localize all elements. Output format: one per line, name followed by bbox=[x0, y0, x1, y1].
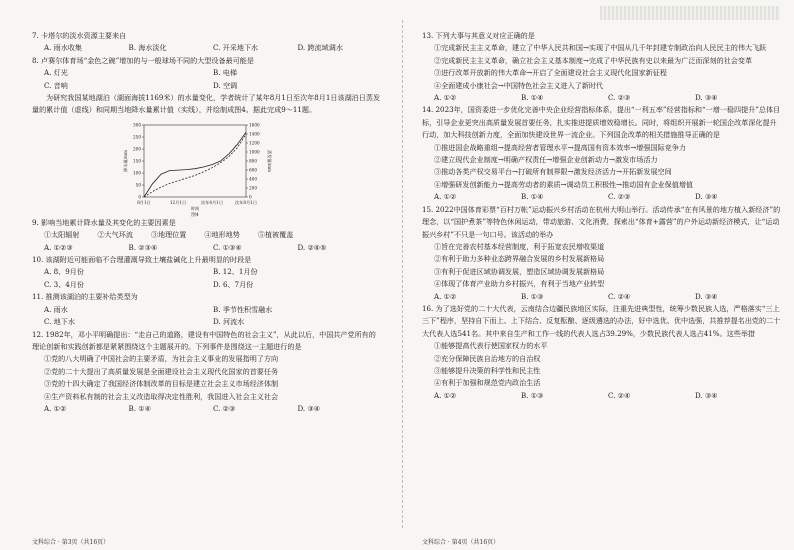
option[interactable]: D. ③④ bbox=[695, 291, 718, 301]
option[interactable]: D. ③④ bbox=[695, 93, 718, 103]
factor-item: ⑤植被覆盖 bbox=[257, 230, 294, 240]
y-left-tick-label: 0 bbox=[138, 194, 141, 200]
statement-item: ③推动各类产权交易平台→打破所有制界限→激发经济活力→开拓新发展空间 bbox=[434, 167, 672, 177]
x-axis-label: 时间 bbox=[190, 205, 200, 211]
question-12-stem: 12. 1982年，邓小平明确提出：“走自己的道路，建设有中国特色的社会主义”，从此以后，中国共产党所有的理论创新和实践创新都是紧紧围绕这个主题展开的。下列事件是围绕这一主题进行的是 bbox=[32, 329, 376, 351]
question-10-options bbox=[32, 266, 382, 291]
option[interactable]: C. ②④ bbox=[608, 390, 631, 400]
statement-item: ③能够提升决策的科学性和民主性 bbox=[434, 365, 541, 375]
statement-item: ④生产资料私有制的社会主义改造取得决定性胜利，我国进入社会主义社会 bbox=[44, 391, 279, 401]
precip-evap-chart bbox=[122, 117, 272, 217]
precipitation-line bbox=[144, 132, 246, 197]
x-tick-label: 次年8月1日 bbox=[234, 199, 258, 205]
x-tick-label: 次年4月1日 bbox=[200, 199, 224, 205]
option[interactable]: A. ①② bbox=[434, 192, 457, 202]
option[interactable]: A. 雨水收集 bbox=[44, 43, 83, 53]
statement-item: ②完成新民主主义革命，确立社会主义基本制度→完成了中华民族有史以来最为广泛而深刻的社会变革 bbox=[434, 55, 753, 65]
statement-item: ②充分保障民族自治地方的自治权 bbox=[434, 353, 541, 363]
y-left-tick-label: 100 bbox=[133, 170, 141, 176]
option[interactable]: B. 季节性积雪融水 bbox=[213, 304, 273, 314]
option[interactable]: D. ②④⑤ bbox=[297, 242, 327, 252]
figure-4 bbox=[32, 117, 382, 217]
statement-item: ③进行改革开放新的伟大革命→开启了全面建设社会主义现代化国家新征程 bbox=[434, 68, 667, 78]
question-12-options bbox=[32, 403, 382, 415]
statement-item: ④全面建成小康社会→中国特色社会主义进入了新时代 bbox=[434, 80, 604, 90]
x-tick-label: 12月1日 bbox=[169, 199, 187, 205]
x-tick-label: 8月1日 bbox=[137, 199, 151, 205]
y-right-axis-label: 蒸发量/mm bbox=[267, 149, 272, 172]
option[interactable]: D. 空调 bbox=[213, 80, 238, 90]
option[interactable]: D. 跨流域调水 bbox=[297, 43, 343, 53]
statement-item: ②党的二十大提出了高质量发展是全面建设社会主义现代化国家的首要任务 bbox=[44, 366, 279, 376]
question-13-items bbox=[422, 42, 782, 92]
question-7-options bbox=[32, 42, 382, 54]
factor-item: ①太阳辐射 bbox=[44, 230, 80, 240]
factor-item: ④地形地势 bbox=[204, 230, 240, 240]
statement-item: ①旨在完善农村基本经营制度，利于拓宽农民增收渠道 bbox=[434, 241, 605, 251]
option[interactable]: A. 8、9月份 bbox=[44, 267, 84, 277]
question-7-stem: 7. 卡塔尔的淡水资源主要来自 bbox=[32, 31, 127, 40]
question-12-items bbox=[32, 353, 382, 403]
statement-item: ②有利于助力多种业态跨界融合发展的乡村发展新格局 bbox=[434, 254, 605, 264]
option[interactable]: A. ①② bbox=[434, 291, 457, 301]
question-15-stem: 15. 2022中国体育彩票“百村万帐”运动振兴乡村活动在杭州大明山举行。活动传承“在有风景的地方植入新经济”的理念，以“国护煮茶”等特色休闲运动，带动旅游、文化消费，探索出“体育+露营”的户外运动新经济模式，让“运动振兴乡村”不只是一句口号。该活动的举办 bbox=[422, 204, 781, 239]
y-right-tick-label: 1000 bbox=[249, 149, 260, 155]
page-divider bbox=[402, 20, 403, 528]
question-16-stem: 16. 为了选好党的二十大代表，云南结合边疆民族地区实际，注重先进典型性，统筹少数民族人选，严格落实“三上三下”程序，坚持自下而上、上下结合、反复酝酿、逐级遴选的办法，好中选优、优中选强，共推荐提名出党的二十大代表人选541名。其中来自生产和工作一线的代表人选占39.29%，少数民族代表人选占41%。这些举措 bbox=[422, 303, 781, 338]
option[interactable]: B. ②③④ bbox=[128, 242, 158, 252]
option[interactable]: D. 6、7月份 bbox=[213, 279, 254, 289]
evaporation-line bbox=[144, 134, 246, 197]
statement-item: ④体现了体育产业助力乡村振兴，有利于当地产业转型 bbox=[434, 279, 605, 289]
statement-item: ④增强研发创新能力→提高劳动者的素质→调动员工积极性→推动国有企业保值增值 bbox=[434, 179, 694, 189]
option[interactable]: B. ①③ bbox=[521, 390, 544, 400]
y-right-tick-label: 400 bbox=[249, 176, 257, 182]
option[interactable]: C. 开采地下水 bbox=[213, 43, 259, 53]
y-right-tick-label: 800 bbox=[249, 158, 257, 164]
page-footer-right: 文科综合 · 第4页（共16页） bbox=[422, 539, 500, 546]
option[interactable]: B. 海水淡化 bbox=[128, 43, 167, 53]
statement-item: ①推进国企战略重组→提高经营者管理水平→提高国有资本效率→增强国际竞争力 bbox=[434, 142, 686, 152]
option[interactable]: A. ①② bbox=[434, 390, 457, 400]
figure-caption: 图4 bbox=[191, 212, 199, 217]
y-left-tick-label: 250 bbox=[133, 134, 141, 140]
left-page bbox=[32, 30, 382, 532]
question-10-stem: 10. 该湖附近可能面临不合理灌溉导致土壤盐碱化上升最明显的时段是 bbox=[32, 255, 252, 265]
question-14-items bbox=[422, 142, 782, 192]
option[interactable]: B. ①④ bbox=[521, 93, 544, 103]
y-right-tick-label: 1200 bbox=[249, 140, 260, 146]
factor-item: ③地理位置 bbox=[150, 230, 187, 240]
y-right-tick-label: 1400 bbox=[249, 131, 260, 137]
option[interactable]: B. 12、1月份 bbox=[213, 267, 258, 277]
question-14-stem: 14. 2023年，国资委进一步优化完善中央企业经营指标体系，提出“一利五率”经营指标和“一增一稳四提升”总体目标，引导企业更突出高质量发展首要任务，扎实推进提质增效稳增长。同时，将组织开展新一轮国企改革深化提升行动，加大科技创新力度，全面加快建设世界一流企业。下列国企改革的相关措施推导正确的是 bbox=[422, 105, 781, 140]
question-15-options bbox=[422, 291, 782, 303]
question-16-options bbox=[422, 390, 782, 402]
y-right-tick-label: 600 bbox=[249, 167, 257, 173]
statement-item: ①党的八大明确了中国社会的主要矛盾，为社会主义事业的发展指明了方向 bbox=[44, 354, 279, 364]
y-right-tick-label: 0 bbox=[249, 194, 252, 200]
factor-item: ②大气环流 bbox=[97, 230, 133, 240]
statement-item: ②建立现代企业制度→明确产权责任→增强企业创新动力→激发市场活力 bbox=[434, 155, 658, 165]
option[interactable]: C. ②④ bbox=[608, 291, 631, 301]
y-left-tick-label: 300 bbox=[133, 122, 141, 128]
option[interactable]: C. ②③ bbox=[213, 403, 236, 413]
watermark-strip bbox=[600, 6, 780, 20]
statement-item: ③党的十四大确定了我国经济体制改革的目标是建立社会主义市场经济体制 bbox=[44, 379, 279, 389]
option[interactable]: C. ①③④ bbox=[213, 242, 242, 252]
question-13-options bbox=[422, 92, 782, 104]
y-left-tick-label: 200 bbox=[133, 146, 141, 152]
option[interactable]: C. 地下水 bbox=[44, 317, 75, 327]
option[interactable]: B. ①③ bbox=[521, 291, 544, 301]
statement-item: ④有利于加强和规范党内政治生活 bbox=[434, 378, 541, 388]
option[interactable]: A. ①② bbox=[44, 403, 67, 413]
question-11-options bbox=[32, 304, 382, 329]
option[interactable]: D. 河流水 bbox=[213, 317, 245, 327]
option[interactable]: D. ③④ bbox=[695, 390, 718, 400]
y-right-tick-label: 1600 bbox=[249, 122, 260, 128]
option[interactable]: B. ①④ bbox=[521, 192, 544, 202]
option[interactable]: A. ①② bbox=[434, 93, 457, 103]
question-8-stem: 8. 卢赛尔体育场“金色之碗”增加的与一般球场不同的大型设备最可能是 bbox=[32, 55, 254, 65]
y-left-axis-label: 降水量/mm bbox=[123, 149, 128, 172]
question-9-factors bbox=[32, 229, 382, 241]
statement-item: ①能够提高代表行使国家权力的水平 bbox=[434, 341, 548, 351]
question-11-stem: 11. 推测该湖泊的主要补给类型为 bbox=[32, 292, 138, 302]
question-8-options bbox=[32, 67, 382, 92]
plot-frame bbox=[144, 125, 246, 197]
option[interactable]: A. 雨水 bbox=[44, 304, 68, 314]
question-15-items bbox=[422, 241, 782, 291]
option[interactable]: A. ①②③ bbox=[44, 242, 73, 252]
option[interactable]: C. 音响 bbox=[44, 80, 68, 90]
question-13-stem: 13. 下列大事与其意义对应正确的是 bbox=[422, 31, 535, 40]
question-14-options bbox=[422, 191, 782, 203]
option[interactable]: C. 3、4月份 bbox=[44, 279, 84, 289]
question-16-items bbox=[422, 340, 782, 390]
question-9-options bbox=[32, 242, 382, 254]
option[interactable]: D. ③④ bbox=[297, 403, 321, 413]
statement-item: ①完成新民主主义革命，建立了中华人民共和国→实现了中国从几千年封建专制政治向人民民主的伟大飞跃 bbox=[434, 43, 767, 53]
option[interactable]: B. 电梯 bbox=[213, 68, 237, 78]
statement-item: ③有利于促进区域协调发展，塑造区域协调发展新格局 bbox=[434, 266, 605, 276]
page-footer-left: 文科综合 · 第3页（共16页） bbox=[32, 539, 110, 546]
y-right-tick-label: 200 bbox=[249, 185, 257, 191]
option[interactable]: B. ①④ bbox=[128, 403, 151, 413]
y-left-tick-label: 150 bbox=[133, 158, 141, 164]
option[interactable]: D. ③④ bbox=[695, 192, 718, 202]
option[interactable]: C. ②③ bbox=[608, 93, 631, 103]
passage-text: 为研究我国某地湖泊（湖面海拔1169米）的水量变化，学者统计了某年8月1日至次年8月1日该湖泊日蒸发量的累计值（虚线）和同期当地降水量累计值（实线），并绘制成图4。据此完成9～11题。 bbox=[32, 93, 381, 115]
right-page bbox=[422, 30, 782, 532]
question-9-stem: 9. 影响当地累计降水量及其变化的主要因素是 bbox=[32, 217, 176, 227]
option[interactable]: C. ②③ bbox=[608, 192, 631, 202]
y-left-tick-label: 50 bbox=[135, 182, 141, 188]
option[interactable]: A. 灯光 bbox=[44, 68, 68, 78]
